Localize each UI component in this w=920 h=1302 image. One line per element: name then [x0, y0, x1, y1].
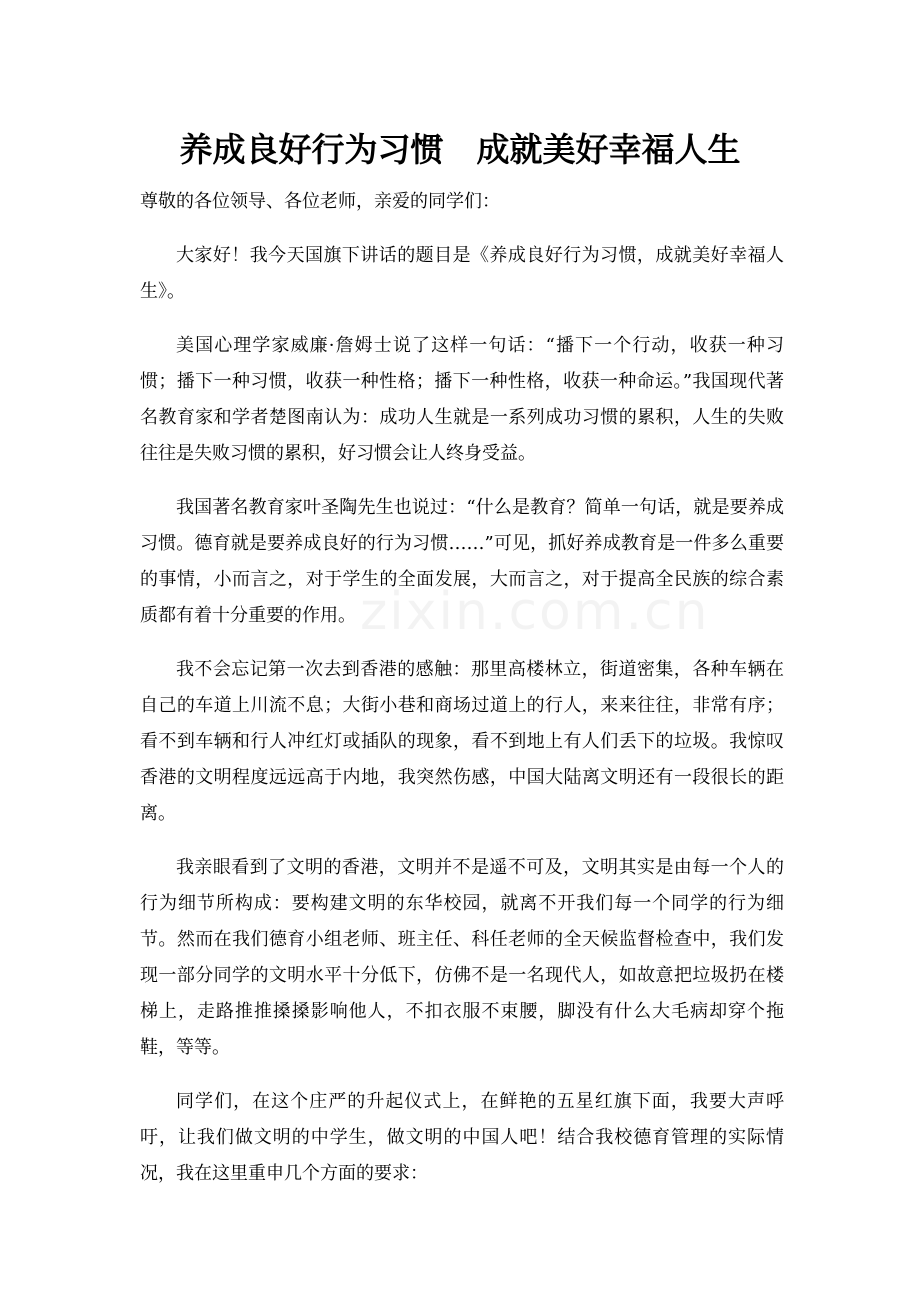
- paragraph: 同学们，在这个庄严的升起仪式上，在鲜艳的五星红旗下面，我要大声呼吁，让我们做文明的中学生，做文明的中国人吧！结合我校德育管理的实际情况，我在这里重申几个方面的要求：: [140, 1091, 784, 1184]
- document-body: [140, 184, 784, 1210]
- paragraph: 我亲眼看到了文明的香港，文明并不是遥不可及，文明其实是由每一个人的行为细节所构成：要构建文明的东华校园，就离不开我们每一个同学的行为细节。然而在我们德育小组老师、班主任、科任老师的全天候监督检查中，我们发现一部分同学的文明水平十分低下，仿佛不是一名现代人，如故意把垃圾扔在楼梯上，走路推推搡搡影响他人，不扣衣服不束腰，脚没有什么大毛病却穿个拖鞋，等等。: [140, 857, 784, 1058]
- paragraph: 我不会忘记第一次去到香港的感触：那里高楼林立，街道密集，各种车辆在自己的车道上川流不息；大街小巷和商场过道上的行人，来来往往，非常有序；看不到车辆和行人冲红灯或插队的现象，看不到地上有人们丢下的垃圾。我惊叹香港的文明程度远远高于内地，我突然伤感，中国大陆离文明还有一段很长的距离。: [140, 659, 784, 824]
- salutation: 尊敬的各位领导、各位老师，亲爱的同学们：: [140, 191, 500, 212]
- document-title: 养成良好行为习惯 成就美好幸福人生: [179, 130, 741, 169]
- paragraph: 美国心理学家威廉·詹姆士说了这样一句话：“播下一个行动，收获一种习惯；播下一种习惯，收获一种性格；播下一种性格，收获一种命运。”我国现代著名教育家和学者楚图南认为：成功人生就是一系列成功习惯的累积，人生的失败往往是失败习惯的累积，好习惯会让人终身受益。: [140, 335, 784, 464]
- paragraph: 大家好！我今天国旗下讲话的题目是《养成良好行为习惯，成就美好幸福人生》。: [140, 245, 784, 302]
- paragraph: 我国著名教育家叶圣陶先生也说过：“什么是教育？简单一句话，就是要养成习惯。德育就是要养成良好的行为习惯……”可见，抓好养成教育是一件多么重要的事情，小而言之，对于学生的全面发展，大而言之，对于提高全民族的综合素质都有着十分重要的作用。: [140, 497, 784, 626]
